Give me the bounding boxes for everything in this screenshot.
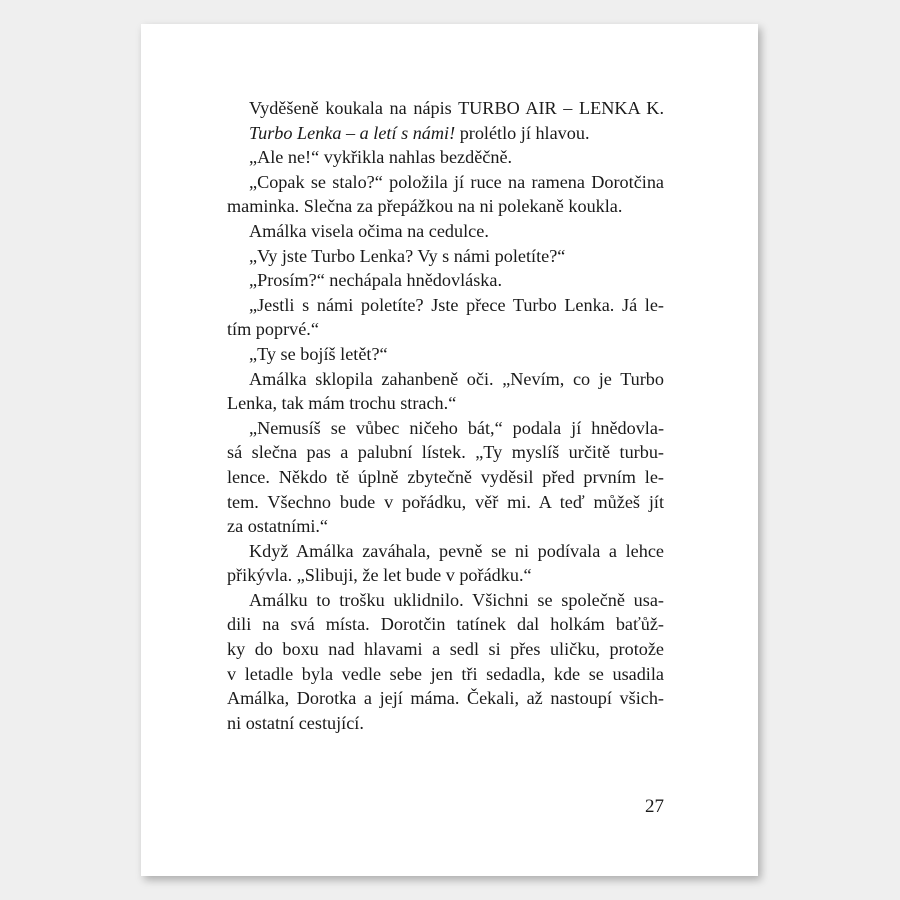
page-number: 27 [645,796,664,817]
paragraph [227,416,664,539]
paragraph [227,219,664,244]
text-line: tem. Všechno bude v pořádku, věř mi. A teď můžeš jít [227,491,664,512]
text-line: „Prosím?“ nechápala hnědovláska. [249,270,503,291]
paragraph [227,293,664,342]
text-line: Amálka visela očima na cedulce. [249,220,489,241]
text-line: sá slečna pas a palubní lístek. „Ty myslíš určitě turbu- [227,442,664,463]
text-line: Amálka sklopila zahanbeně oči. „Nevím, co je Turbo [249,368,664,389]
text-line: ni ostatní cestující. [227,712,364,733]
paragraph [227,121,664,146]
paragraph [227,145,664,170]
text-line: v letadle byla vedle sebe jen tři sedadla, kde se usadila [227,663,664,684]
italic-text: Turbo Lenka – a letí s námi! [249,122,456,143]
page-text [227,96,664,735]
text-line: „Ty se bojíš letět?“ [249,343,388,364]
text-line: „Vy jste Turbo Lenka? Vy s námi poletíte?“ [249,245,566,266]
text-line: „Nemusíš se vůbec ničeho bát,“ podala jí hnědovla- [249,417,664,438]
text-line: Když Amálka zaváhala, pevně se ni podívala a lehce [249,540,664,561]
paragraph [227,170,664,219]
paragraph [227,342,664,367]
text-line: lence. Někdo tě úplně zbytečně vyděsil před prvním le- [227,466,664,487]
text-line: Amálka, Dorotka a její máma. Čekali, až nastoupí všich- [227,688,664,709]
text-line: „Ale ne!“ vykřikla nahlas bezděčně. [249,147,513,168]
text-line: přikývla. „Slibuji, že let bude v pořádku.“ [227,565,532,586]
text-line: Vyděšeně koukala na nápis TURBO AIR – LENKA K. [249,98,664,118]
paragraph [227,588,664,736]
text-line: maminka. Slečna za přepážkou na ni polekaně koukla. [227,196,623,217]
paragraph [227,367,664,416]
paragraph [227,96,664,121]
text-line: „Jestli s námi poletíte? Jste přece Turbo Lenka. Já le- [249,294,664,315]
book-page [141,24,758,876]
text-line: za ostatními.“ [227,516,329,537]
text-line: Amálku to trošku uklidnilo. Všichni se společně usa- [249,589,664,610]
paragraph [227,244,664,269]
text-line: tím poprvé.“ [227,319,319,340]
text-line [227,121,664,146]
text-line: Lenka, tak mám trochu strach.“ [227,393,457,414]
paragraph [227,539,664,588]
text-line: ky do boxu nad hlavami a sedl si přes uličku, protože [227,639,664,660]
text-line: dili na svá místa. Dorotčin tatínek dal holkám baťůž- [227,614,664,635]
text-line: „Copak se stalo?“ položila jí ruce na ramena Dorotčina [249,171,664,192]
paragraph [227,268,664,293]
text-segment: prolétlo jí hlavou. [455,122,590,143]
